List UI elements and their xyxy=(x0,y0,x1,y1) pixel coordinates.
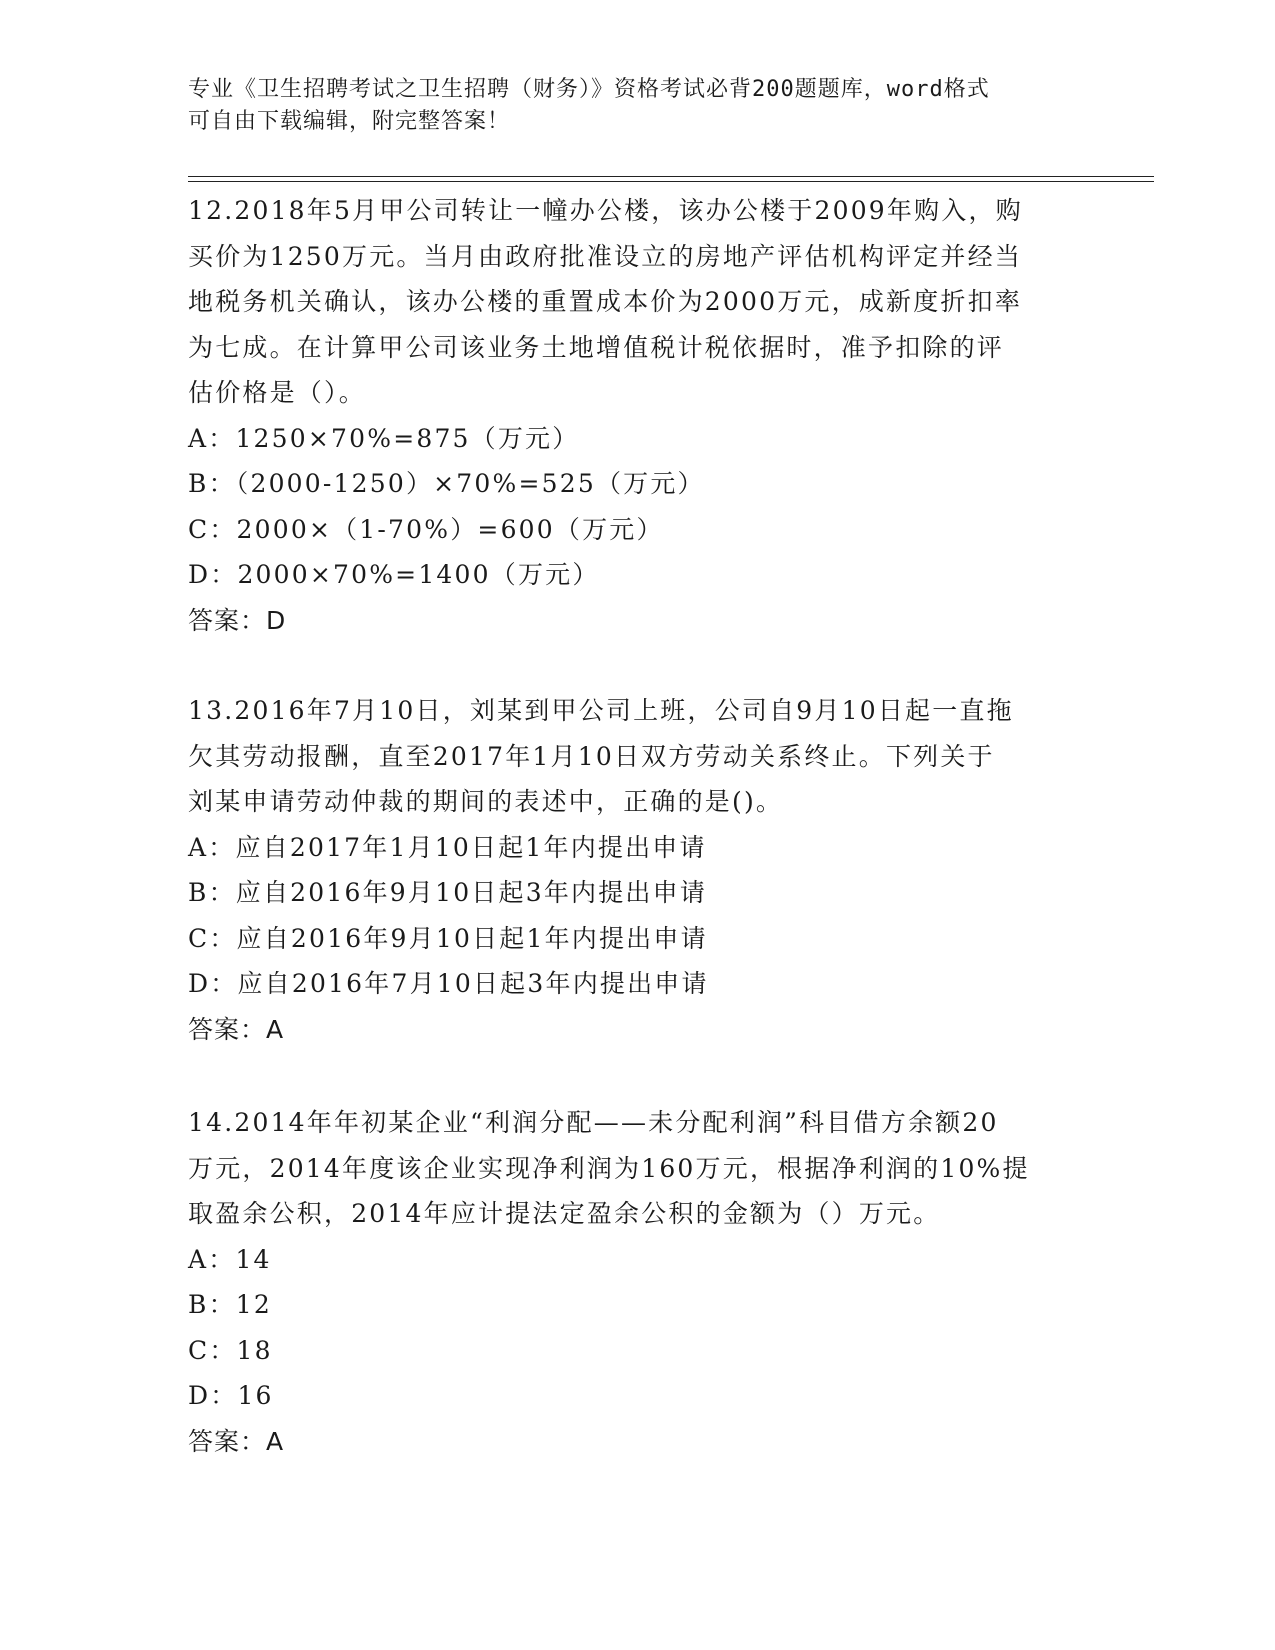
option-d: D：2000×70%=1400（万元） xyxy=(188,560,600,589)
option-a: A：应自2017年1月10日起1年内提出申请 xyxy=(188,832,707,862)
header-line-2: 可自由下载编辑，附完整答案！ xyxy=(188,109,511,134)
page-header xyxy=(188,74,1068,138)
option-d: D：应自2016年7月10日起3年内提出申请 xyxy=(188,969,709,998)
answer-label: 答案：A xyxy=(188,1014,285,1044)
question-stem xyxy=(188,188,1088,416)
stem-line: 万元，2014年度该企业实现净利润为160万元，根据净利润的10%提 xyxy=(188,1153,1030,1183)
header-line-1: 专业《卫生招聘考试之卫生招聘（财务）》资格考试必背200题题库，word格式 xyxy=(188,77,990,102)
stem-line: 地税务机关确认，该办公楼的重置成本价为2000万元，成新度折扣率 xyxy=(188,287,1023,316)
stem-line: 14.2014年年初某企业“利润分配——未分配利润”科目借方余额20 xyxy=(188,1108,999,1137)
option-c: C：应自2016年9月10日起1年内提出申请 xyxy=(188,923,708,953)
stem-line: 12.2018年5月甲公司转让一幢办公楼，该办公楼于2009年购入，购 xyxy=(188,196,1023,225)
stem-line: 13.2016年7月10日，刘某到甲公司上班，公司自9月10日起一直拖 xyxy=(188,696,1014,725)
question-13 xyxy=(188,688,1088,1052)
option-b: B：应自2016年9月10日起3年内提出申请 xyxy=(188,878,708,907)
stem-line: 取盈余公积，2014年应计提法定盈余公积的金额为（）万元。 xyxy=(188,1199,941,1228)
stem-line: 刘某申请劳动仲裁的期间的表述中，正确的是()。 xyxy=(188,787,784,816)
option-b: B：（2000-1250）×70%=525（万元） xyxy=(188,469,705,498)
option-b: B：12 xyxy=(188,1290,272,1319)
option-d: D：16 xyxy=(188,1381,274,1410)
question-stem xyxy=(188,1100,1088,1237)
stem-line: 为七成。在计算甲公司该业务土地增值税计税依据时，准予扣除的评 xyxy=(188,332,1005,362)
option-list xyxy=(188,1237,1088,1419)
stem-line: 买价为1250万元。当月由政府批准设立的房地产评估机构评定并经当 xyxy=(188,241,1023,271)
header-rule-top xyxy=(188,176,1154,177)
option-a: A：14 xyxy=(188,1244,272,1274)
answer-label: 答案：D xyxy=(188,605,287,635)
stem-line: 欠其劳动报酬，直至2017年1月10日双方劳动关系终止。下列关于 xyxy=(188,741,995,771)
stem-line: 估价格是（）。 xyxy=(188,378,366,407)
header-rule-bottom xyxy=(188,181,1154,182)
question-stem xyxy=(188,688,1088,825)
option-c: C：2000×（1-70%）=600（万元） xyxy=(188,514,664,544)
option-list xyxy=(188,416,1088,598)
option-list xyxy=(188,825,1088,1007)
question-14 xyxy=(188,1100,1088,1464)
question-12 xyxy=(188,188,1088,643)
option-a: A：1250×70%=875（万元） xyxy=(188,423,580,453)
answer-label: 答案：A xyxy=(188,1426,285,1456)
option-c: C：18 xyxy=(188,1335,273,1365)
